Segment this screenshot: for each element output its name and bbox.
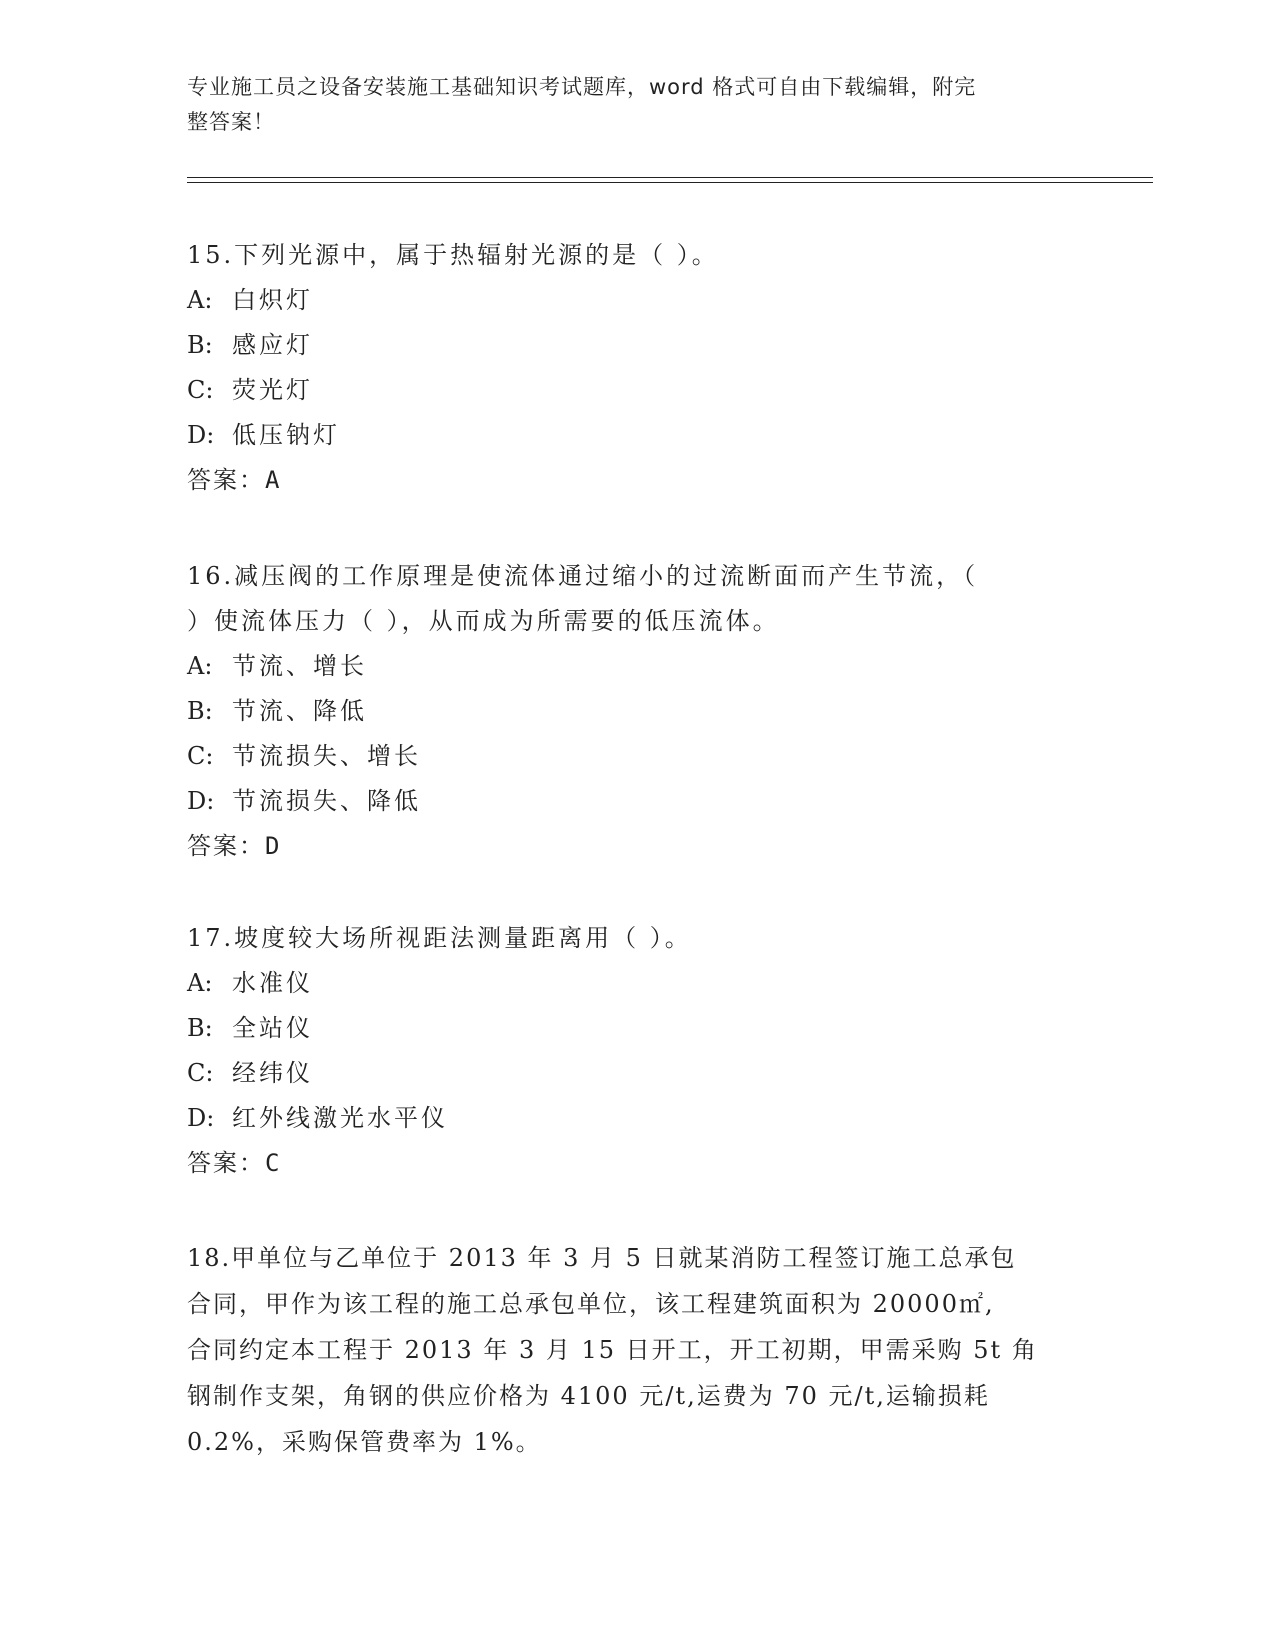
option-letter: C:: [187, 742, 214, 770]
question-stem: 15.下列光源中，属于热辐射光源的是（ ）。: [187, 241, 719, 269]
option-c: [187, 734, 1087, 779]
option-d: [187, 413, 1087, 458]
question-stem: 17.坡度较大场所视距法测量距离用（ ）。: [187, 924, 692, 952]
answer-value: D: [265, 832, 282, 860]
option-letter: D:: [187, 787, 215, 815]
question-stem-line-4: 钢制作支架，角钢的供应价格为 4100 元/t,运费为 70 元/t,运输损耗: [187, 1382, 990, 1410]
header-line-1: 专业施工员之设备安装施工基础知识考试题库，word 格式可自由下载编辑，附完: [187, 75, 977, 99]
option-letter: D:: [187, 421, 215, 449]
option-d: [187, 779, 1087, 824]
option-text: 节流损失、降低: [232, 787, 421, 815]
answer-label: 答案：: [187, 832, 265, 860]
option-text: 低压钠灯: [232, 421, 340, 449]
question-stem-line-1: 16.减压阀的工作原理是使流体通过缩小的过流断面而产生节流，（: [187, 562, 979, 590]
answer-line: [187, 1141, 1087, 1186]
option-letter: B:: [187, 1014, 213, 1042]
option-b: [187, 689, 1087, 734]
option-text: 节流、增长: [232, 652, 367, 680]
question-stem-line-5: 0.2%，采购保管费率为 1%。: [187, 1428, 542, 1456]
option-c: [187, 368, 1087, 413]
question-18: [187, 1235, 1087, 1465]
question-stem-line-2: ）使流体压力（ ），从而成为所需要的低压流体。: [187, 607, 780, 635]
question-17: [187, 916, 1087, 1186]
question-16: [187, 554, 1087, 869]
option-letter: C:: [187, 376, 214, 404]
header-divider-top: [187, 177, 1153, 178]
question-stem-line-3: 合同约定本工程于 2013 年 3 月 15 日开工，开工初期，甲需采购 5t 角: [187, 1336, 1038, 1364]
answer-label: 答案：: [187, 1149, 265, 1177]
answer-value: C: [265, 1149, 282, 1177]
option-text: 感应灯: [232, 331, 313, 359]
option-letter: B:: [187, 697, 213, 725]
option-b: [187, 323, 1087, 368]
document-header: [187, 70, 1067, 140]
option-text: 白炽灯: [232, 286, 313, 314]
question-stem-line-1: 18.甲单位与乙单位于 2013 年 3 月 5 日就某消防工程签订施工总承包: [187, 1244, 1017, 1272]
option-letter: A:: [187, 969, 213, 997]
option-letter: A:: [187, 286, 213, 314]
header-line-2: 整答案！: [187, 110, 275, 134]
option-letter: D:: [187, 1104, 215, 1132]
option-text: 水准仪: [232, 969, 313, 997]
option-text: 荧光灯: [232, 376, 313, 404]
option-c: [187, 1051, 1087, 1096]
option-a: [187, 961, 1087, 1006]
option-text: 红外线激光水平仪: [232, 1104, 448, 1132]
option-a: [187, 278, 1087, 323]
option-letter: A:: [187, 652, 213, 680]
answer-line: [187, 824, 1087, 869]
question-stem-line-2: 合同，甲作为该工程的施工总承包单位，该工程建筑面积为 20000㎡,: [187, 1290, 995, 1318]
answer-value: A: [265, 466, 282, 494]
option-letter: B:: [187, 331, 213, 359]
option-d: [187, 1096, 1087, 1141]
option-text: 全站仪: [232, 1014, 313, 1042]
answer-line: [187, 458, 1087, 503]
option-b: [187, 1006, 1087, 1051]
option-letter: C:: [187, 1059, 214, 1087]
option-a: [187, 644, 1087, 689]
option-text: 经纬仪: [232, 1059, 313, 1087]
option-text: 节流、降低: [232, 697, 367, 725]
answer-label: 答案：: [187, 466, 265, 494]
option-text: 节流损失、增长: [232, 742, 421, 770]
question-15: [187, 233, 1087, 503]
header-divider-bottom: [187, 182, 1153, 183]
